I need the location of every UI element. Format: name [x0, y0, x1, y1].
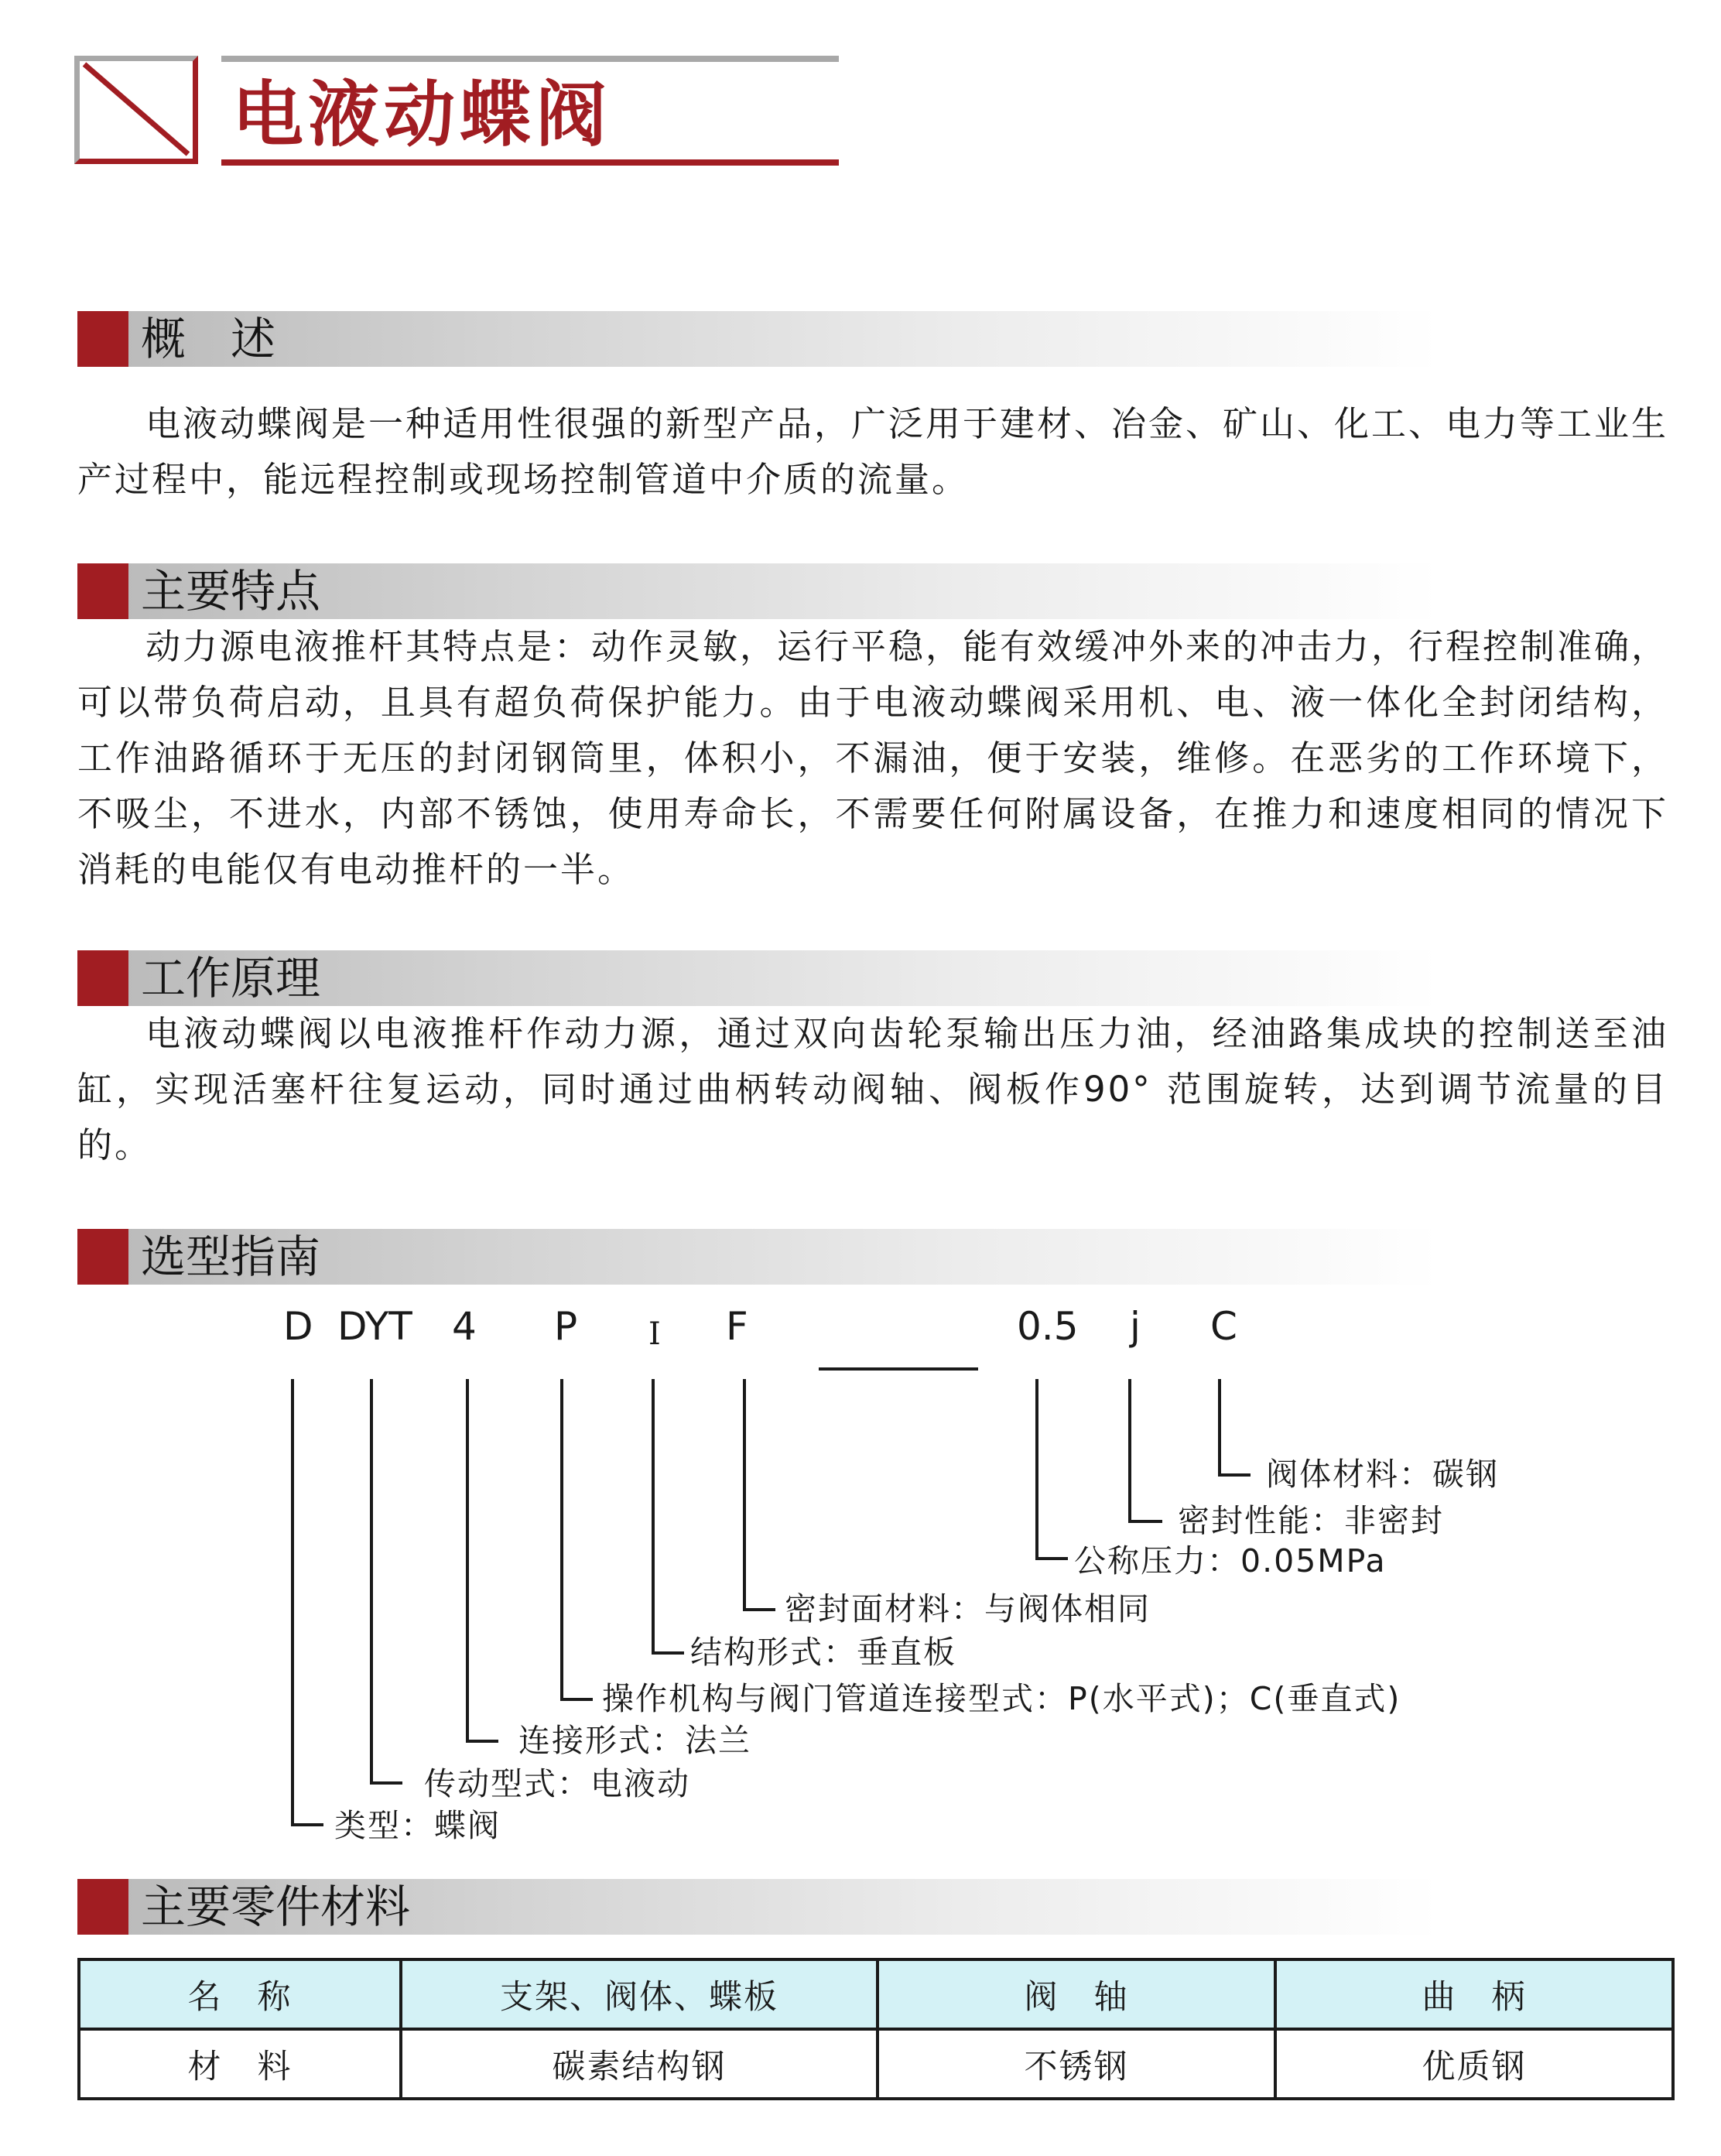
legend-structure: 结构形式：垂直板 [690, 1634, 956, 1671]
legend-pressure: 公称压力：0.05MPa [1074, 1542, 1387, 1579]
legend-type: 类型：蝶阀 [334, 1807, 501, 1844]
connector-f [744, 1379, 775, 1610]
code-pressure: 0.5 [1017, 1304, 1079, 1349]
connector-i [653, 1379, 684, 1653]
table-header-cell: 阀 轴 [878, 1959, 1275, 2029]
code-type: D [283, 1304, 313, 1349]
overview-text: 电液动蝶阀是一种适用性很强的新型产品，广泛用于建材、冶金、矿山、化工、电力等工业生产过程中，能远程控制或现场控制管道中介质的流量。 [77, 403, 1669, 500]
table-cell: 不锈钢 [878, 2029, 1275, 2099]
legend-operator: 操作机构与阀门管道连接型式：P(水平式)；C(垂直式) [602, 1680, 1401, 1717]
principle-text: 电液动蝶阀以电液推杆作动力源，通过双向齿轮泵输出压力油，经油路集成块的控制送至油缸，实现活塞杆往复运动，同时通过曲柄转动阀轴、阀板作90° 范围旋转，达到调节流量的目的。 [77, 1013, 1668, 1165]
code-structure: Ⅰ [648, 1316, 661, 1352]
legend-body-material: 阀体材料：碳钢 [1266, 1456, 1499, 1493]
code-operator: P [554, 1304, 578, 1349]
table-header-cell: 名 称 [79, 1959, 401, 2029]
section-title: 主要零件材料 [141, 1881, 411, 1933]
features-text: 动力源电液推杆其特点是：动作灵敏，运行平稳，能有效缓冲外来的冲击力，行程控制准确，可以带负荷启动，且具有超负荷保护能力。由于电液动蝶阀采用机、电、液一体化全封闭结构，工作油路循环于无压的封闭钢筒里，体积小，不漏油，便于安装，维修。在恶劣的工作环境下，不吸尘，不进水，内部不锈蚀，使用寿命长，不需要任何附属设备，在推力和速度相同的情况下消耗的电能仅有电动推杆的一半。 [77, 626, 1669, 890]
table-header-cell: 曲 柄 [1275, 1959, 1673, 2029]
table-row [79, 2029, 1673, 2099]
legend-seal-material: 密封面材料：与阀体相同 [785, 1590, 1151, 1627]
table-cell: 优质钢 [1275, 2029, 1673, 2099]
page-title: 电液动蝶阀 [232, 73, 612, 156]
connector-d [293, 1379, 323, 1825]
code-connection: 4 [452, 1304, 477, 1349]
section-marker [77, 1879, 128, 1935]
section-title: 主要特点 [141, 565, 321, 618]
code-body-material: C [1210, 1304, 1237, 1349]
legend-connection: 连接形式：法兰 [518, 1722, 751, 1759]
table-cell: 碳素结构钢 [401, 2029, 878, 2099]
materials-table [77, 1958, 1675, 2100]
section-title: 工作原理 [141, 952, 321, 1004]
connector-c [1220, 1379, 1251, 1475]
code-seal-material: F [726, 1304, 748, 1349]
section-header-materials [77, 1879, 1439, 1935]
section-title: 概 述 [141, 313, 276, 365]
code-seal-type: j [1130, 1304, 1141, 1349]
connector-j [1130, 1379, 1162, 1521]
table-header-row [79, 1959, 1673, 2029]
code-drive: DYT [337, 1304, 412, 1349]
table-header-cell: 支架、阀体、蝶板 [401, 1959, 878, 2029]
connector-4 [467, 1379, 498, 1741]
connector-p [562, 1379, 593, 1699]
legend-seal-type: 密封性能：非密封 [1178, 1502, 1444, 1539]
connector-pressure [1037, 1379, 1068, 1559]
legend-drive: 传动型式：电液动 [424, 1765, 690, 1802]
table-cell: 材 料 [79, 2029, 401, 2099]
section-title: 选型指南 [141, 1230, 321, 1283]
connector-dyt [371, 1379, 402, 1783]
